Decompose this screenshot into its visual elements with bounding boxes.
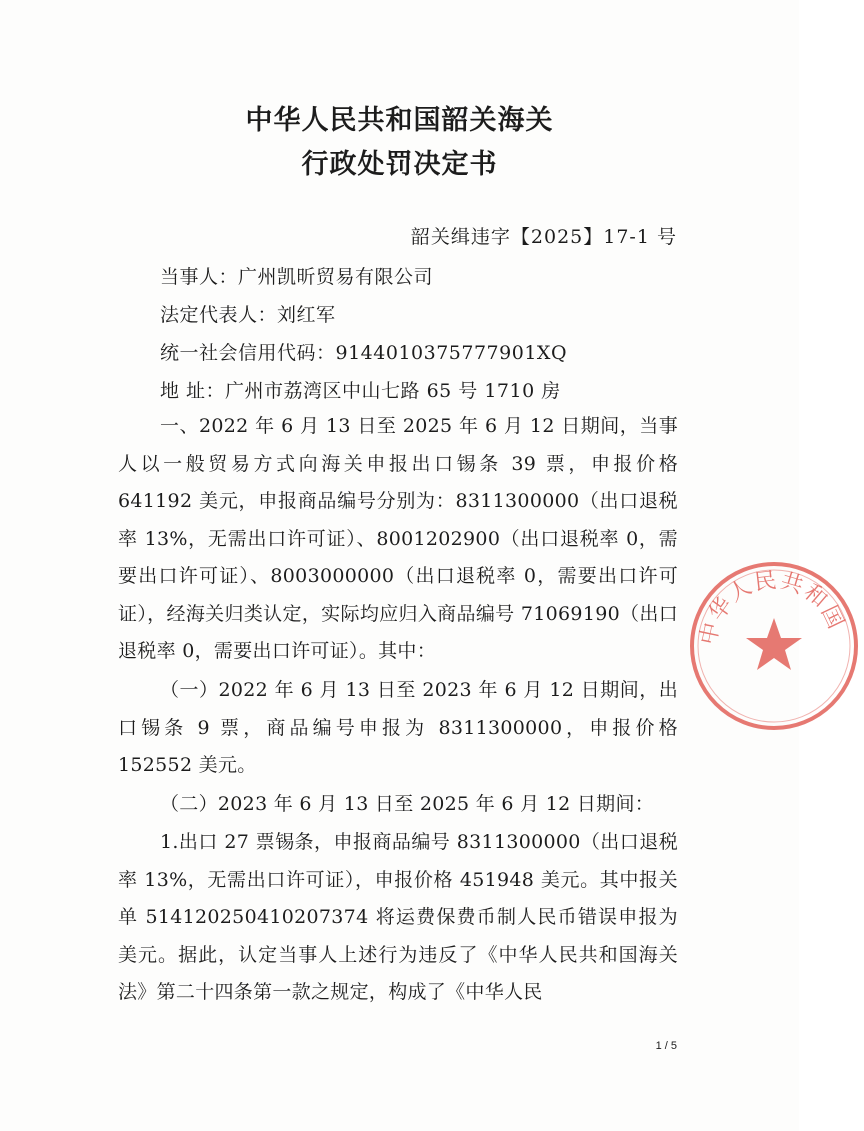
legal-representative-line: 法定代表人：刘红军 bbox=[160, 304, 336, 326]
paragraph-1: 一、2022 年 6 月 13 日至 2025 年 6 月 12 日期间，当事人以一般贸易方式向海关申报出口锡条 39 票，申报价格 641192 美元，申报商品编号分别为：8311300000（出口退税率 13%，无需出口许可证）、8001202900（出口退税率 0，需要出口许可证）、8003000000（出口退税率 0，需要出口许可证），经海关归类认定，实际均应归入商品编号 71069190（出口退税率 0，需要出口许可证）。其中： bbox=[118, 415, 678, 662]
svg-text:中华人民共和国: 中华人民共和国 bbox=[696, 568, 849, 648]
address-line: 地 址：广州市荔湾区中山七路 65 号 1710 房 bbox=[160, 380, 561, 402]
paragraph-2: （一）2022 年 6 月 13 日至 2023 年 6 月 12 日期间，出口锡条 9 票，商品编号申报为 8311300000，申报价格 152552 美元。 bbox=[118, 679, 678, 776]
document-subtitle: 行政处罚决定书 bbox=[301, 149, 498, 180]
paragraph-4: 1.出口 27 票锡条，申报商品编号 8311300000（出口退税率 13%，无需出口许可证），申报价格 451948 美元。其中报关单 514120250410207374 将运费保费币制人民币错误申报为美元。据此，认定当事人上述行为违反了《中华人民共和国海关法》第二十四条第一款之规定，构成了《中华人民 bbox=[118, 831, 678, 1003]
page-number: 1 / 5 bbox=[655, 1040, 677, 1052]
paragraph-3: （二）2023 年 6 月 13 日至 2025 年 6 月 12 日期间： bbox=[160, 793, 655, 815]
official-seal bbox=[684, 556, 864, 736]
document-title: 中华人民共和国韶关海关 bbox=[245, 105, 554, 136]
credit-code-line: 统一社会信用代码：9144010375777901XQ bbox=[160, 342, 568, 364]
document-number: 韶关缉违字【2025】17-1 号 bbox=[410, 226, 677, 248]
party-line: 当事人：广州凯昕贸易有限公司 bbox=[160, 266, 434, 288]
